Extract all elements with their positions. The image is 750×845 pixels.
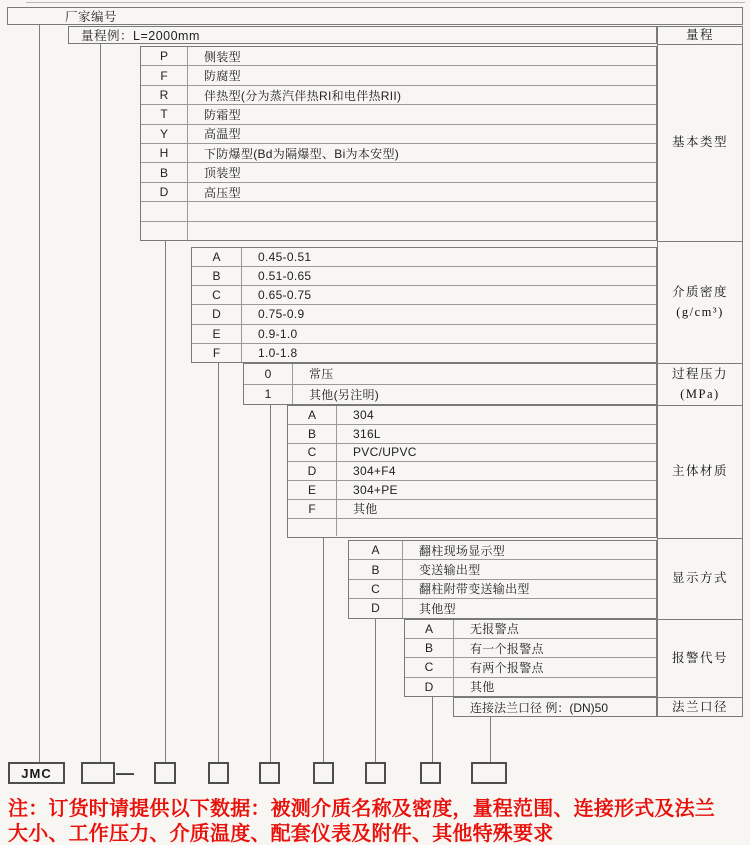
description-cell: 其他 — [353, 502, 378, 517]
description-cell: 304+PE — [353, 483, 398, 498]
code-cell: B — [349, 560, 403, 578]
manufacturer-code-box — [7, 7, 743, 25]
description-cell: 0.45-0.51 — [258, 249, 312, 264]
description-cell: 0.51-0.65 — [258, 268, 312, 283]
basic-type-table — [140, 46, 657, 241]
leader-pressure — [270, 405, 271, 762]
description-cell: 高压型 — [204, 185, 241, 200]
leader-basic-type — [165, 241, 166, 762]
code-cell: A — [349, 541, 403, 559]
table-row — [244, 364, 656, 385]
code-box-density — [208, 762, 229, 784]
category-label-text: 报警代号 — [671, 650, 728, 665]
ordering-note-line2: 大小、工作压力、介质温度、配套仪表及附件、其他特殊要求 — [8, 823, 554, 845]
code-cell: C — [405, 658, 454, 676]
category-label-text: (g/cm³) — [676, 304, 724, 319]
code-cell — [141, 202, 188, 220]
description-cell: 0.75-0.9 — [258, 307, 305, 322]
table-row — [192, 248, 656, 267]
description-cell: 304+F4 — [353, 464, 396, 479]
leader-density — [218, 363, 219, 762]
category-label-text: 过程压力 — [671, 367, 728, 382]
table-row — [141, 47, 656, 66]
code-cell: D — [288, 462, 337, 480]
code-cell: C — [288, 444, 337, 462]
leader-flange — [490, 717, 491, 762]
code-cell — [141, 222, 188, 240]
ordering-note-line1: 注：订货时请提供以下数据：被测介质名称及密度，量程范围、连接形式及法兰 — [8, 798, 715, 820]
code-cell: B — [288, 425, 337, 443]
description-cell: 常压 — [309, 367, 334, 382]
code-cell: A — [405, 620, 454, 638]
table-row — [288, 500, 656, 519]
description-cell: 304 — [353, 407, 374, 422]
code-cell: E — [192, 325, 242, 343]
code-cell: A — [288, 406, 337, 424]
code-cell: A — [192, 248, 242, 266]
code-cell: 1 — [244, 385, 293, 405]
table-row — [349, 599, 656, 617]
description-cell: PVC/UPVC — [353, 445, 417, 460]
table-row — [288, 444, 656, 463]
category-label-text: (MPa) — [680, 386, 720, 401]
code-cell: F — [192, 344, 242, 362]
category-label-flange — [658, 698, 742, 718]
description-cell: 翻柱附带变送输出型 — [419, 582, 530, 597]
pressure-table — [243, 363, 657, 405]
table-row — [288, 462, 656, 481]
code-box-range — [81, 762, 115, 784]
code-cell: B — [141, 163, 188, 181]
table-row — [192, 344, 656, 362]
description-cell — [337, 519, 656, 537]
table-row — [141, 202, 656, 221]
table-row — [141, 86, 656, 105]
code-cell: D — [141, 183, 188, 201]
category-label-text: 基本类型 — [671, 135, 728, 150]
code-cell: Y — [141, 125, 188, 143]
code-box-flange — [471, 762, 507, 784]
code-box-basic-type — [154, 762, 176, 784]
table-row — [405, 658, 656, 677]
description-cell: 侧装型 — [204, 49, 241, 64]
category-label-density — [658, 242, 742, 364]
leader-alarm — [432, 697, 433, 762]
category-label-text: 介质密度 — [671, 285, 728, 300]
flange-size-row — [453, 697, 657, 717]
description-cell: 变送输出型 — [419, 563, 481, 578]
code-box-pressure — [259, 762, 280, 784]
code-cell: R — [141, 86, 188, 104]
description-cell — [188, 202, 656, 220]
code-cell: C — [192, 286, 242, 304]
manufacturer-code-label: 厂家编号 — [65, 10, 118, 24]
table-row — [244, 385, 656, 405]
table-row — [141, 163, 656, 182]
description-cell: 有一个报警点 — [470, 641, 544, 656]
code-cell: B — [405, 639, 454, 657]
table-row — [141, 222, 656, 240]
table-row — [192, 286, 656, 305]
code-cell: B — [192, 267, 242, 285]
display-mode-table — [348, 540, 657, 619]
code-cell: F — [141, 66, 188, 84]
range-example-label: 量程例：L=2000mm — [81, 29, 200, 43]
description-cell: 防腐型 — [204, 69, 241, 84]
description-cell: 0.9-1.0 — [258, 326, 298, 341]
code-cell: D — [405, 678, 454, 696]
description-cell — [188, 222, 656, 240]
table-row — [141, 66, 656, 85]
category-label-text: 主体材质 — [671, 464, 728, 479]
category-label-material — [658, 406, 742, 539]
category-label-text: 法兰口径 — [671, 700, 728, 715]
description-cell: 0.65-0.75 — [258, 288, 312, 303]
code-cell: F — [288, 500, 337, 518]
code-cell: E — [288, 481, 337, 499]
category-label-text: 量程 — [685, 27, 714, 42]
description-cell: 高温型 — [204, 127, 241, 142]
code-cell: D — [192, 305, 242, 323]
category-label-display — [658, 539, 742, 620]
category-label-alarm — [658, 620, 742, 699]
leader-manufacturer — [39, 25, 40, 763]
top-border-line — [26, 2, 745, 3]
table-row — [405, 620, 656, 639]
table-row — [405, 678, 656, 696]
flange-size-text: 连接法兰口径 例：(DN)50 — [470, 700, 609, 715]
alarm-code-table — [404, 619, 657, 698]
table-row — [192, 325, 656, 344]
category-label-text: 显示方式 — [671, 570, 728, 585]
table-row — [141, 183, 656, 202]
code-box-alarm — [420, 762, 441, 784]
description-cell: 防霜型 — [204, 107, 241, 122]
code-cell — [288, 519, 337, 537]
table-row — [349, 560, 656, 579]
description-cell: 其他(另注明) — [309, 387, 380, 402]
table-row — [192, 267, 656, 286]
description-cell: 316L — [353, 426, 381, 441]
material-table — [287, 405, 657, 538]
description-cell: 1.0-1.8 — [258, 345, 298, 360]
table-row — [349, 541, 656, 560]
table-row — [288, 481, 656, 500]
code-box-material — [313, 762, 334, 784]
description-cell: 其他型 — [419, 601, 456, 616]
code-cell: H — [141, 144, 188, 162]
range-row — [68, 26, 657, 44]
description-cell: 下防爆型(Bd为隔爆型、Bi为本安型) — [204, 146, 400, 161]
table-row — [192, 305, 656, 324]
description-cell: 伴热型(分为蒸汽伴热RI和电伴热RII) — [204, 88, 402, 103]
description-cell: 其他 — [470, 680, 495, 695]
table-row — [288, 425, 656, 444]
ordering-note — [8, 797, 750, 845]
category-label-basic_type — [658, 45, 742, 242]
table-row — [405, 639, 656, 658]
code-box-display — [365, 762, 386, 784]
table-row — [141, 144, 656, 163]
model-prefix-box: JMC — [8, 762, 65, 784]
leader-display — [375, 619, 376, 763]
density-table — [191, 247, 657, 364]
description-cell: 有两个报警点 — [470, 660, 544, 675]
code-cell: T — [141, 105, 188, 123]
description-cell: 无报警点 — [470, 622, 520, 637]
table-row — [349, 580, 656, 599]
code-cell: 0 — [244, 364, 293, 384]
leader-range — [100, 44, 101, 762]
description-cell: 翻柱现场显示型 — [419, 543, 506, 558]
table-row — [288, 519, 656, 537]
description-cell: 顶装型 — [204, 166, 241, 181]
code-cell: P — [141, 47, 188, 65]
leader-material — [323, 538, 324, 763]
table-row — [141, 105, 656, 124]
table-row — [141, 125, 656, 144]
code-cell: D — [349, 599, 403, 617]
model-code-separator: — — [116, 762, 134, 783]
code-cell: C — [349, 580, 403, 598]
category-label-column — [657, 26, 743, 717]
table-row — [288, 406, 656, 425]
category-label-pressure — [658, 364, 742, 406]
category-label-range — [658, 27, 742, 45]
